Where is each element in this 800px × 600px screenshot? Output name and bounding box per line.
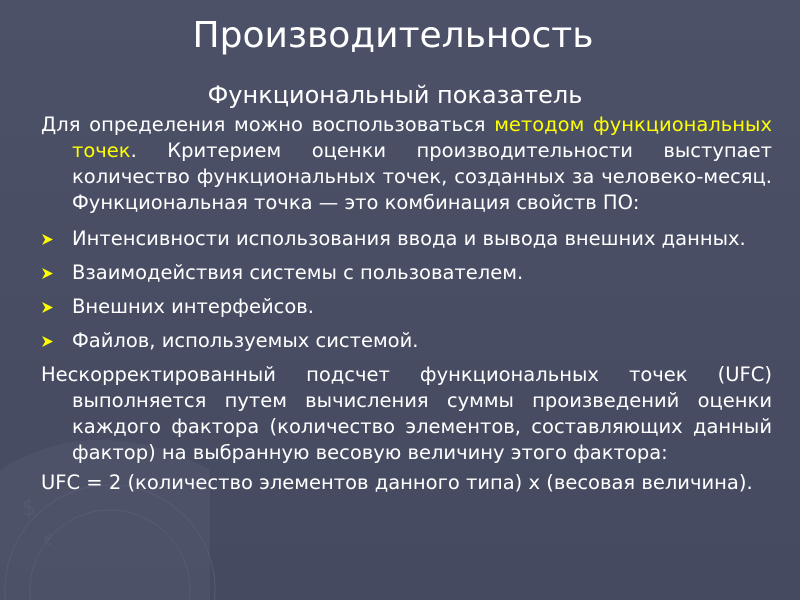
chevron-right-icon (41, 328, 57, 354)
ufc-formula: UFC = 2 (количество элементов данного типа) x (весовая величина). (41, 471, 753, 494)
intro-text-after: . Критерием оценки производительности выступает количество функциональных точек, созданных за человеко-месяц. Функциональная точка — это комбинация свойств ПО: (72, 139, 772, 214)
list-item-label: Интенсивности использования ввода и вывода внешних данных. (72, 227, 746, 250)
slide-subtitle: Функциональный показатель (207, 81, 583, 109)
list-item (41, 260, 772, 286)
chevron-right-icon (41, 260, 57, 286)
svg-text:€: € (44, 533, 53, 549)
chevron-right-icon (41, 226, 57, 252)
intro-paragraph (41, 112, 772, 216)
list-item-label: Взаимодействия системы с пользователем. (72, 261, 524, 284)
highlighted-term: методом функциональных точек (72, 113, 772, 162)
list-item (41, 328, 772, 354)
intro-text-before: Для определения можно воспользоваться (41, 113, 495, 136)
list-item (41, 294, 772, 320)
ufc-paragraph: Нескорректированный подсчет функциональных точек (UFC) выполняется путем вычисления суммы произведений оценки каждого фактора (количество элементов, составляющих данный фактор) на выбранную весовую величину этого фактора: (41, 363, 772, 464)
list-item-label: Внешних интерфейсов. (72, 295, 314, 318)
properties-list (41, 226, 772, 354)
chevron-right-icon (41, 294, 57, 320)
list-item (41, 226, 772, 252)
slide-body (41, 112, 772, 496)
list-item-label: Файлов, используемых системой. (72, 329, 419, 352)
slide-title: Производительность (192, 15, 594, 56)
svg-text:$: $ (22, 496, 36, 521)
